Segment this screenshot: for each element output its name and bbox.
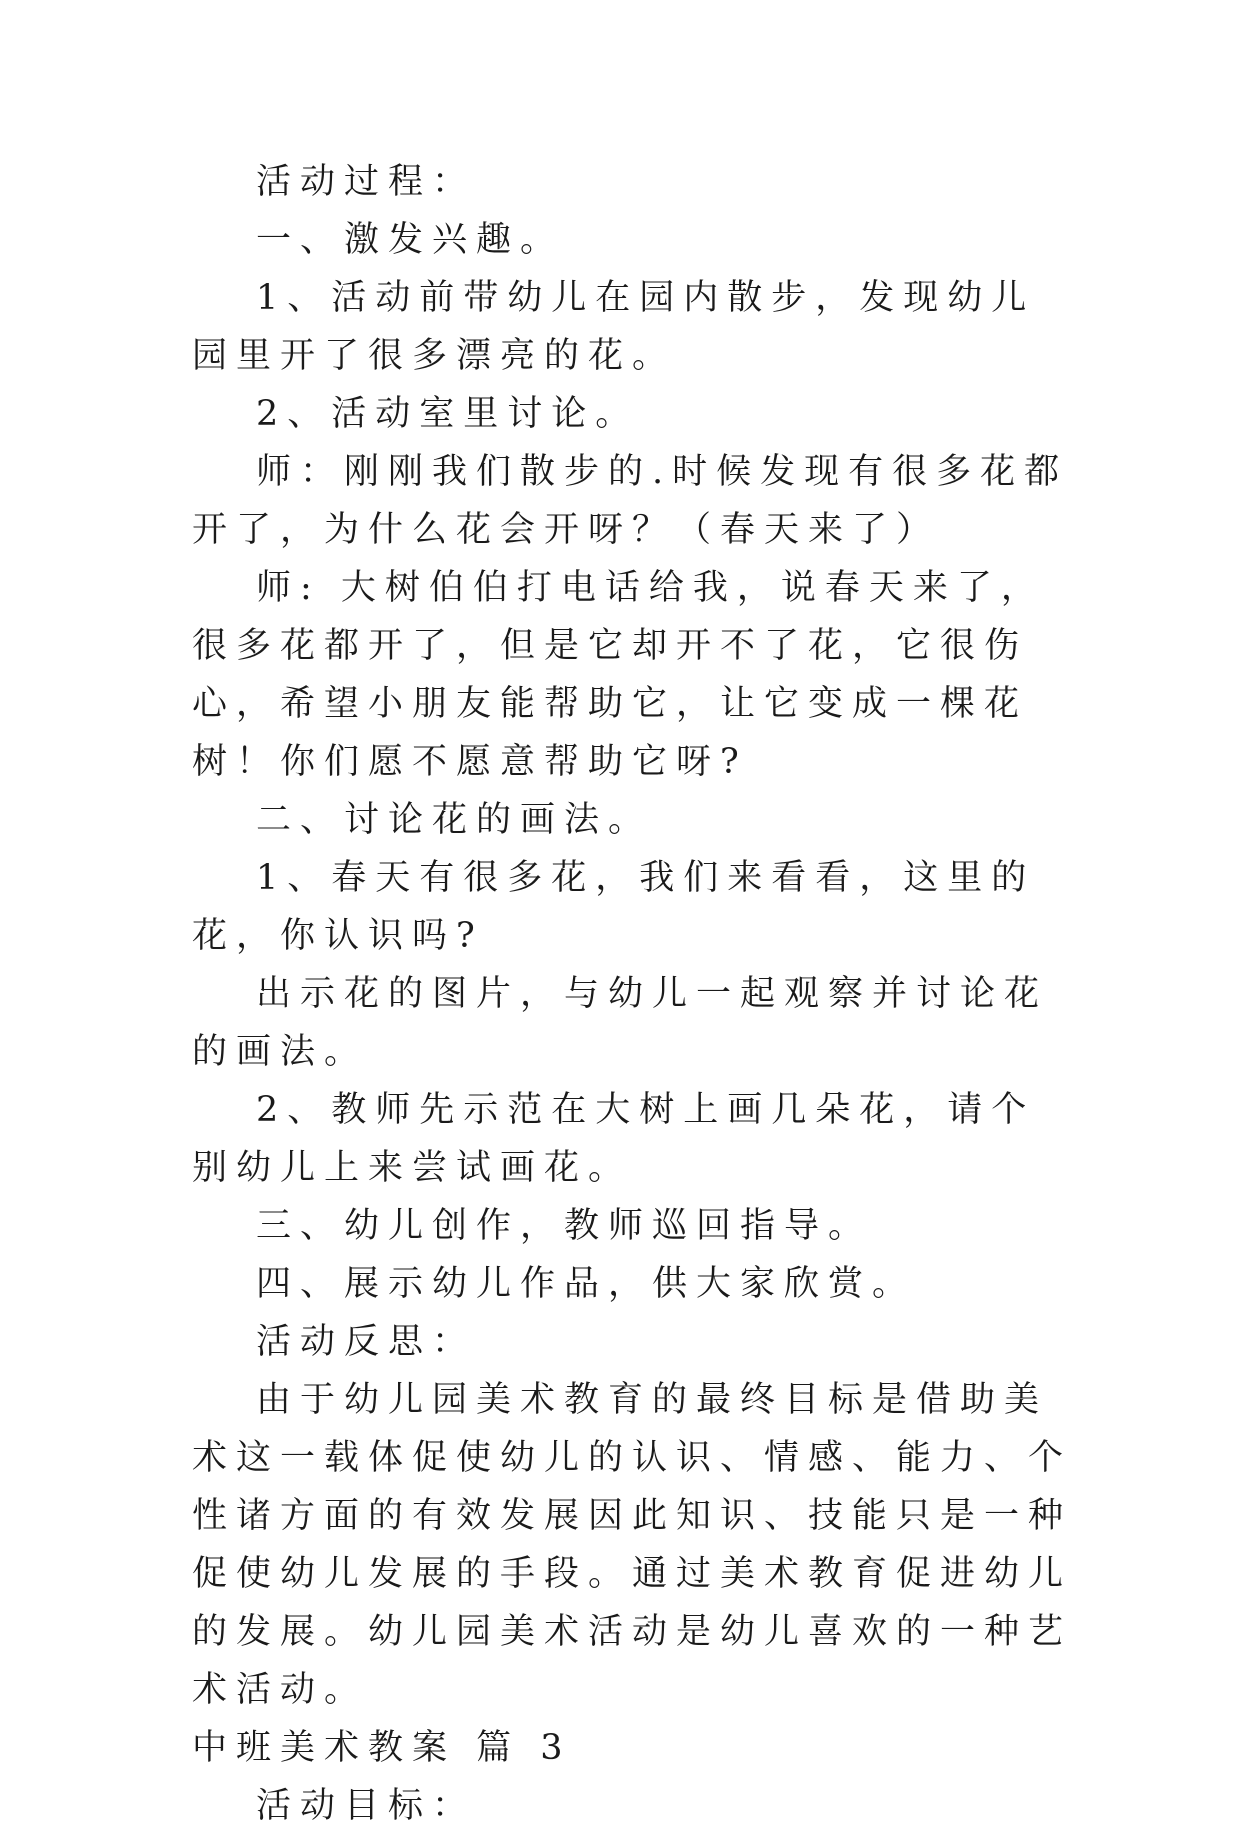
paragraph: 师: 大树伯伯打电话给我，说春天来了，很多花都开了，但是它却开不了花，它很伤心，希望小朋友能帮助它，让它变成一棵花树！你们愿不愿意帮助它呀? bbox=[192, 568, 1045, 782]
lesson-title: 中班美术教案 篇 3 bbox=[192, 1728, 572, 1768]
document-body bbox=[192, 153, 1072, 1835]
step-heading-3: 三、幼儿创作，教师巡回指导。 bbox=[256, 1206, 873, 1246]
paragraph: 由于幼儿园美术教育的最终目标是借助美术这一载体促使幼儿的认识、情感、能力、个性诸方面的有效发展因此知识、技能只是一种促使幼儿发展的手段。通过美术教育促进幼儿的发展。幼儿园美术活动是幼儿喜欢的一种艺术活动。 bbox=[192, 1380, 1073, 1710]
paragraph: 师：刚刚我们散步的.时候发现有很多花都开了，为什么花会开呀？（春天来了） bbox=[192, 452, 1069, 550]
step-heading-1: 一、激发兴趣。 bbox=[256, 220, 565, 260]
paragraph: 2、活动室里讨论。 bbox=[256, 394, 640, 434]
section-heading-goals: 活动目标： bbox=[256, 1786, 477, 1826]
step-heading-2: 二、讨论花的画法。 bbox=[256, 800, 653, 840]
section-heading-reflection: 活动反思： bbox=[256, 1322, 477, 1362]
step-heading-4: 四、展示幼儿作品，供大家欣赏。 bbox=[256, 1264, 917, 1304]
section-heading-activity-process: 活动过程： bbox=[256, 162, 477, 202]
paragraph: 1、活动前带幼儿在园内散步，发现幼儿园里开了很多漂亮的花。 bbox=[192, 278, 1036, 376]
paragraph: 2、教师先示范在大树上画几朵花，请个别幼儿上来尝试画花。 bbox=[192, 1090, 1036, 1188]
paragraph: 1、春天有很多花，我们来看看，这里的花，你认识吗? bbox=[192, 858, 1036, 956]
paragraph: 出示花的图片，与幼儿一起观察并讨论花的画法。 bbox=[192, 974, 1049, 1072]
